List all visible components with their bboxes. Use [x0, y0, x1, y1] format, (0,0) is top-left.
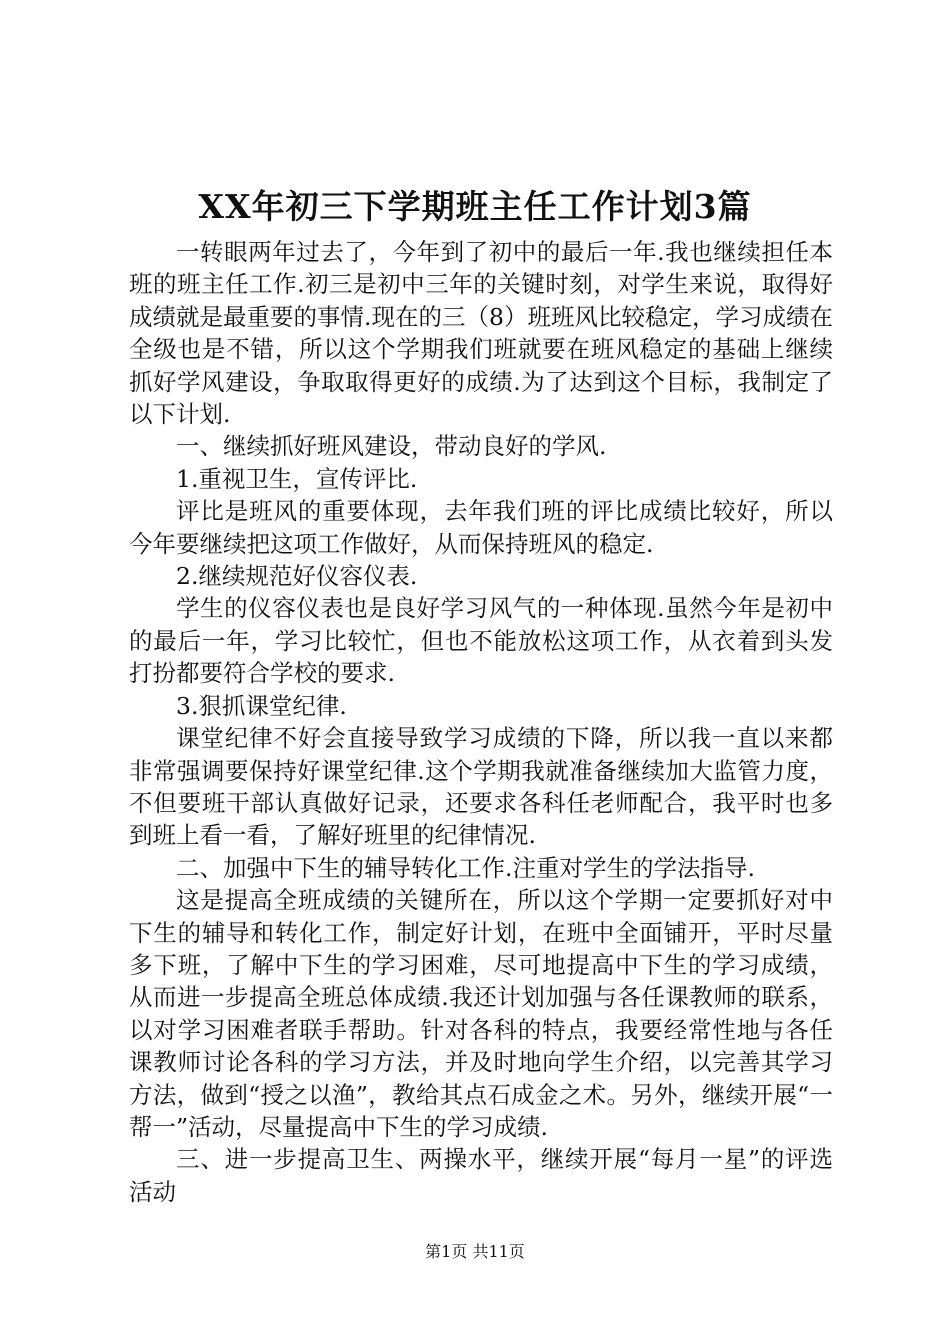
paragraph-intro: 一转眼两年过去了，今年到了初中的最后一年.我也继续担任本班的班主任工作.初三是初中三年的关键时刻，对学生来说，取得好成绩就是最重要的事情.现在的三（8）班班风比较稳定，学习成绩在全级也是不错，所以这个学期我们班就要在班风稳定的基础上继续抓好学风建设，争取取得更好的成绩.为了达到这个目标，我制定了以下计划. — [129, 238, 833, 429]
subheading-1: 1.重视卫生，宣传评比. — [176, 464, 418, 493]
document-title: XX年初三下学期班主任工作计划3篇 — [198, 187, 752, 226]
subheading-2: 2.继续规范好仪容仪表. — [176, 562, 418, 591]
paragraph-4: 这是提高全班成绩的关键所在，所以这个学期一定要抓好对中下生的辅导和转化工作，制定好计划，在班中全面铺开，平时尽量多下班，了解中下生的学习困难，尽可地提高中下生的学习成绩，从而进一步提高全班总体成绩.我还计划加强与各任课教师的联系，以对学习困难者联手帮助。针对各科的特点，我要经常性地与各任课教师讨论各科的学习方法，并及时地向学生介绍，以完善其学习方法，做到“授之以渔”，教给其点石成金之术。另外，继续开展“一帮一”活动，尽量提高中下生的学习成绩. — [129, 886, 833, 1141]
heading-section-3: 三、进一步提高卫生、两操水平，继续开展“每月一星”的评选活动 — [129, 1145, 833, 1206]
paragraph-2: 学生的仪容仪表也是良好学习风气的一种体现.虽然今年是初中的最后一年，学习比较忙，但也不能放松这项工作，从衣着到头发打扮都要符合学校的要求. — [129, 594, 833, 688]
subheading-3: 3.狠抓课堂纪律. — [176, 691, 347, 720]
page-footer: 第1页 共11页 — [425, 1242, 525, 1261]
paragraph-1: 评比是班风的重要体现，去年我们班的评比成绩比较好，所以今年要继续把这项工作做好，从而保持班风的稳定. — [129, 497, 833, 558]
paragraph-3: 课堂纪律不好会直接导致学习成绩的下降，所以我一直以来都非常强调要保持好课堂纪律.这个学期我就准备继续加大监管力度，不但要班干部认真做好记录，还要求各科任老师配合，我平时也多到班上看一看，了解好班里的纪律情况. — [129, 724, 833, 850]
heading-section-2: 二、加强中下生的辅导转化工作.注重对学生的学法指导. — [176, 853, 755, 882]
heading-section-1: 一、继续抓好班风建设，带动良好的学风. — [176, 432, 607, 461]
document-body — [129, 236, 833, 1208]
